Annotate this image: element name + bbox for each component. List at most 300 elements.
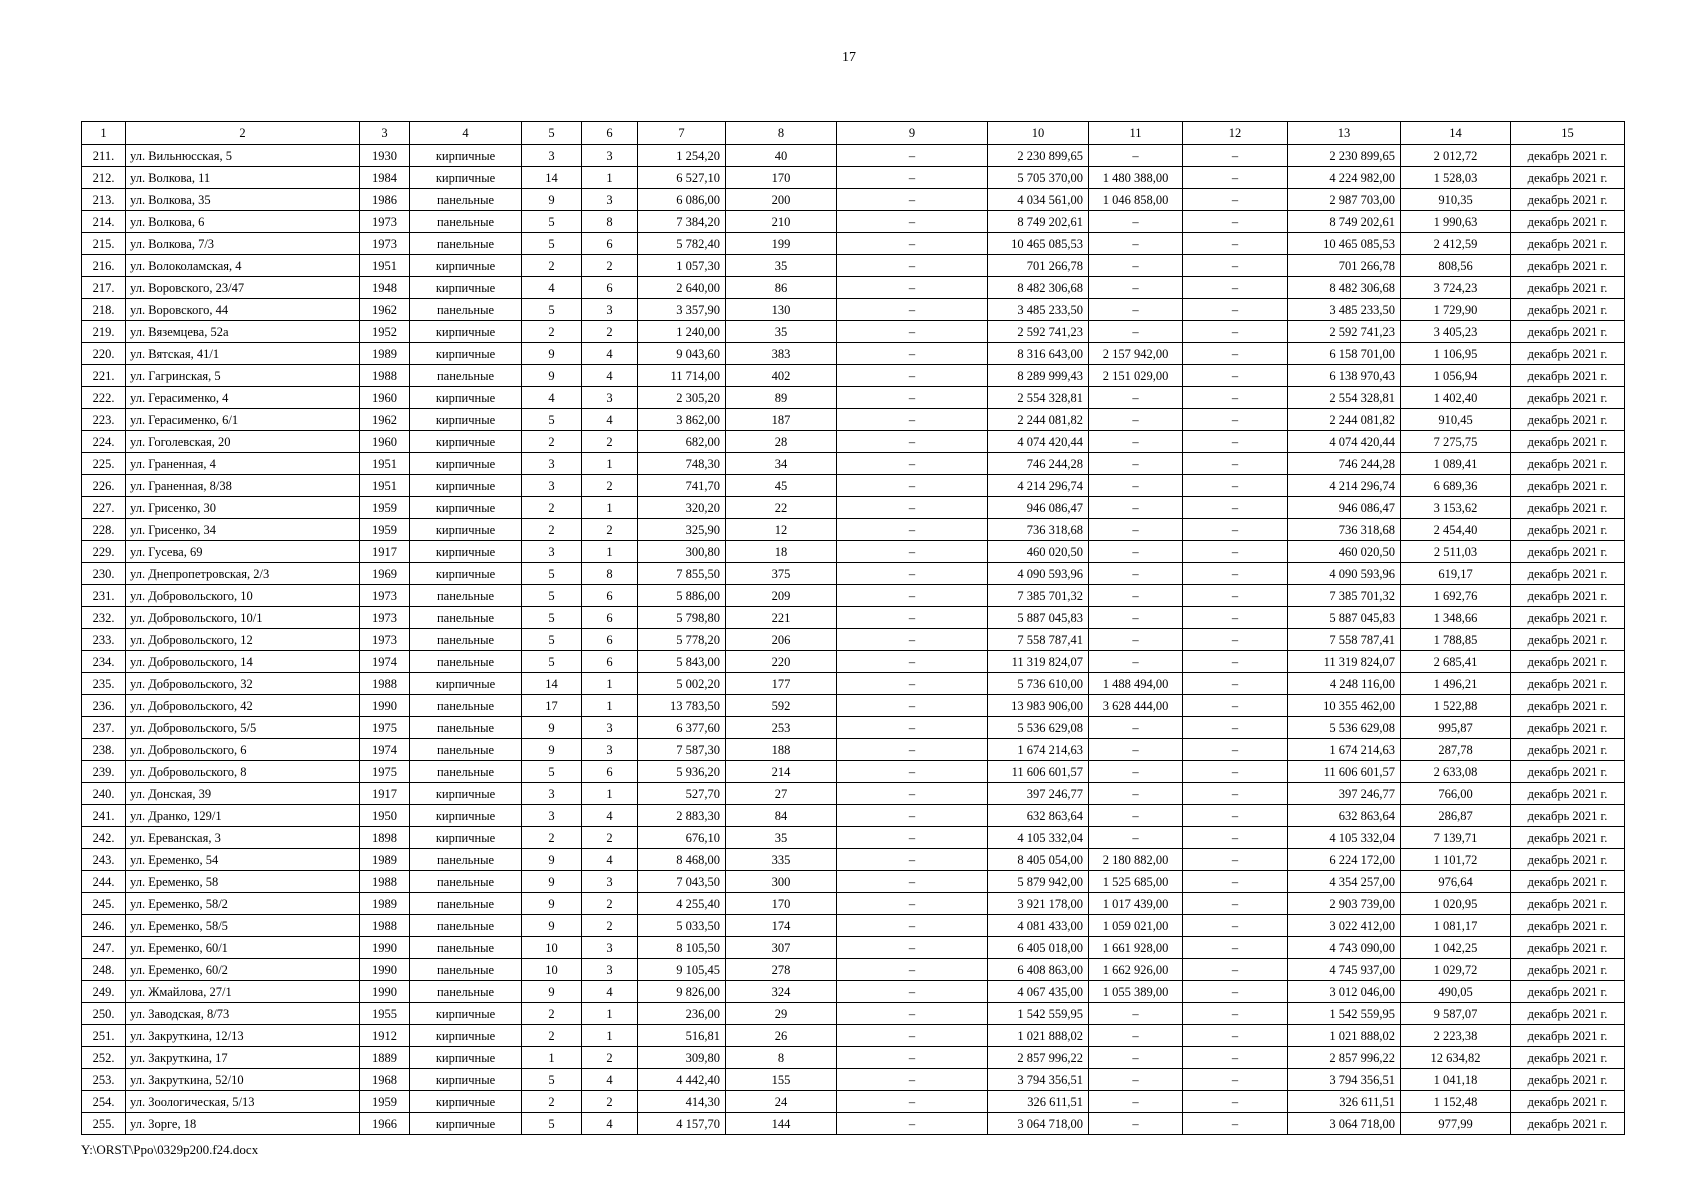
table-cell: 320,20	[638, 497, 726, 519]
table-cell: 1 017 439,00	[1089, 893, 1183, 915]
table-cell: ул. Дранко, 129/1	[126, 805, 360, 827]
table-cell: 325,90	[638, 519, 726, 541]
table-cell: 1969	[360, 563, 410, 585]
table-cell: –	[1183, 321, 1288, 343]
table-cell: декабрь 2021 г.	[1511, 607, 1625, 629]
table-cell: 5	[522, 1113, 582, 1135]
table-cell: декабрь 2021 г.	[1511, 849, 1625, 871]
table-cell: 177	[726, 673, 837, 695]
table-cell: 2	[582, 475, 638, 497]
table-row	[82, 981, 1625, 1003]
table-cell: 1984	[360, 167, 410, 189]
table-cell: 10 465 085,53	[1288, 233, 1401, 255]
table-cell: ул. Вильнюсская, 5	[126, 145, 360, 167]
table-cell: 221	[726, 607, 837, 629]
table-cell: декабрь 2021 г.	[1511, 1113, 1625, 1135]
table-cell: 18	[726, 541, 837, 563]
table-cell: –	[1183, 893, 1288, 915]
table-cell: 1959	[360, 497, 410, 519]
table-cell: 1 021 888,02	[1288, 1025, 1401, 1047]
table-cell: 1 254,20	[638, 145, 726, 167]
table-cell: ул. Воровского, 23/47	[126, 277, 360, 299]
table-cell: –	[1089, 321, 1183, 343]
table-cell: 2 883,30	[638, 805, 726, 827]
table-cell: 9 587,07	[1401, 1003, 1511, 1025]
table-cell: 2 244 081,82	[1288, 409, 1401, 431]
table-cell: ул. Еременко, 58/5	[126, 915, 360, 937]
table-cell: –	[1089, 607, 1183, 629]
table-cell: –	[1183, 145, 1288, 167]
table-cell: 746 244,28	[988, 453, 1089, 475]
table-cell: –	[1089, 585, 1183, 607]
table-cell: 6	[582, 585, 638, 607]
table-cell: 245.	[82, 893, 126, 915]
table-row	[82, 1025, 1625, 1047]
table-cell: –	[1183, 387, 1288, 409]
table-cell: 35	[726, 255, 837, 277]
table-cell: 1 106,95	[1401, 343, 1511, 365]
table-cell: 253	[726, 717, 837, 739]
table-row	[82, 211, 1625, 233]
table-cell: 2 230 899,65	[1288, 145, 1401, 167]
table-cell: –	[837, 739, 988, 761]
table-cell: 24	[726, 1091, 837, 1113]
table-cell: 1 046 858,00	[1089, 189, 1183, 211]
table-cell: декабрь 2021 г.	[1511, 585, 1625, 607]
table-cell: 234.	[82, 651, 126, 673]
table-cell: 9	[522, 717, 582, 739]
table-cell: кирпичные	[410, 255, 522, 277]
table-cell: 2 454,40	[1401, 519, 1511, 541]
table-cell: 335	[726, 849, 837, 871]
table-cell: 2 554 328,81	[988, 387, 1089, 409]
table-cell: 1990	[360, 695, 410, 717]
table-cell: –	[1183, 673, 1288, 695]
table-cell: 976,64	[1401, 871, 1511, 893]
table-cell: 211.	[82, 145, 126, 167]
table-cell: 7 855,50	[638, 563, 726, 585]
table-cell: 5 705 370,00	[988, 167, 1089, 189]
table-cell: 9 826,00	[638, 981, 726, 1003]
table-cell: 1 056,94	[1401, 365, 1511, 387]
table-cell: 632 863,64	[1288, 805, 1401, 827]
table-cell: 11 606 601,57	[988, 761, 1089, 783]
table-cell: 9	[522, 343, 582, 365]
table-cell: 8	[582, 211, 638, 233]
table-cell: 3 485 233,50	[1288, 299, 1401, 321]
table-cell: 223.	[82, 409, 126, 431]
table-row	[82, 233, 1625, 255]
table-cell: 254.	[82, 1091, 126, 1113]
table-cell: –	[837, 651, 988, 673]
table-cell: 26	[726, 1025, 837, 1047]
table-cell: 6 224 172,00	[1288, 849, 1401, 871]
table-cell: 5	[522, 629, 582, 651]
table-cell: 5 782,40	[638, 233, 726, 255]
table-cell: 5	[522, 1069, 582, 1091]
table-cell: 4	[582, 1069, 638, 1091]
table-cell: ул. Гагринская, 5	[126, 365, 360, 387]
table-cell: –	[837, 805, 988, 827]
table-cell: 1	[582, 783, 638, 805]
table-cell: –	[1183, 805, 1288, 827]
table-row	[82, 761, 1625, 783]
table-cell: 86	[726, 277, 837, 299]
table-cell: 1990	[360, 981, 410, 1003]
table-cell: 1912	[360, 1025, 410, 1047]
table-cell: 170	[726, 167, 837, 189]
table-cell: –	[1089, 651, 1183, 673]
table-cell: 307	[726, 937, 837, 959]
table-cell: 220	[726, 651, 837, 673]
table-cell: 309,80	[638, 1047, 726, 1069]
table-cell: 2	[582, 915, 638, 937]
table-cell: 1	[582, 673, 638, 695]
table-cell: 3	[522, 145, 582, 167]
table-cell: 9	[522, 739, 582, 761]
table-cell: 8	[726, 1047, 837, 1069]
table-cell: –	[1183, 651, 1288, 673]
table-cell: 17	[522, 695, 582, 717]
table-cell: ул. Еременко, 60/1	[126, 937, 360, 959]
table-cell: 5	[522, 607, 582, 629]
table-cell: –	[837, 475, 988, 497]
table-cell: –	[1089, 519, 1183, 541]
table-cell: кирпичные	[410, 563, 522, 585]
table-cell: декабрь 2021 г.	[1511, 189, 1625, 211]
table-cell: 1986	[360, 189, 410, 211]
table-cell: 2 857 996,22	[1288, 1047, 1401, 1069]
table-cell: 5	[522, 563, 582, 585]
table-cell: декабрь 2021 г.	[1511, 167, 1625, 189]
table-row	[82, 541, 1625, 563]
table-cell: –	[1183, 409, 1288, 431]
table-cell: декабрь 2021 г.	[1511, 783, 1625, 805]
table-cell: 228.	[82, 519, 126, 541]
table-cell: кирпичные	[410, 805, 522, 827]
table-cell: 1 055 389,00	[1089, 981, 1183, 1003]
table-cell: декабрь 2021 г.	[1511, 409, 1625, 431]
table-cell: 3 064 718,00	[988, 1113, 1089, 1135]
table-cell: 10 355 462,00	[1288, 695, 1401, 717]
table-cell: 8 749 202,61	[988, 211, 1089, 233]
table-cell: –	[1183, 585, 1288, 607]
table-cell: 9	[522, 365, 582, 387]
table-cell: панельные	[410, 981, 522, 1003]
table-row	[82, 255, 1625, 277]
table-cell: 460 020,50	[988, 541, 1089, 563]
table-cell: 1 402,40	[1401, 387, 1511, 409]
table-cell: 6	[582, 277, 638, 299]
column-header: 7	[638, 122, 726, 145]
table-row	[82, 475, 1625, 497]
table-cell: 746 244,28	[1288, 453, 1401, 475]
table-cell: –	[837, 277, 988, 299]
table-cell: 5 879 942,00	[988, 871, 1089, 893]
table-cell: 2	[582, 893, 638, 915]
table-cell: –	[1089, 145, 1183, 167]
table-cell: 3 794 356,51	[988, 1069, 1089, 1091]
table-cell: 7 385 701,32	[1288, 585, 1401, 607]
table-cell: 7 385 701,32	[988, 585, 1089, 607]
table-row	[82, 519, 1625, 541]
table-cell: декабрь 2021 г.	[1511, 739, 1625, 761]
table-cell: 236,00	[638, 1003, 726, 1025]
table-cell: 2	[522, 321, 582, 343]
table-cell: –	[837, 255, 988, 277]
table-row	[82, 1091, 1625, 1113]
table-row	[82, 387, 1625, 409]
table-cell: –	[1183, 761, 1288, 783]
table-cell: –	[837, 695, 988, 717]
table-cell: 1960	[360, 387, 410, 409]
table-cell: 6 138 970,43	[1288, 365, 1401, 387]
table-cell: 199	[726, 233, 837, 255]
table-cell: 2	[582, 1047, 638, 1069]
table-cell: –	[1089, 1025, 1183, 1047]
table-cell: 701 266,78	[988, 255, 1089, 277]
table-cell: 460 020,50	[1288, 541, 1401, 563]
table-cell: –	[837, 233, 988, 255]
table-cell: 383	[726, 343, 837, 365]
table-cell: 2 554 328,81	[1288, 387, 1401, 409]
table-cell: панельные	[410, 365, 522, 387]
table-cell: 4 743 090,00	[1288, 937, 1401, 959]
table-cell: 8 105,50	[638, 937, 726, 959]
table-cell: 1 101,72	[1401, 849, 1511, 871]
table-cell: 1988	[360, 673, 410, 695]
table-cell: 4 224 982,00	[1288, 167, 1401, 189]
column-header: 8	[726, 122, 837, 145]
column-header: 15	[1511, 122, 1625, 145]
table-cell: 3	[582, 959, 638, 981]
table-cell: 741,70	[638, 475, 726, 497]
table-cell: 13 983 906,00	[988, 695, 1089, 717]
table-cell: –	[1183, 365, 1288, 387]
table-cell: 736 318,68	[1288, 519, 1401, 541]
table-cell: кирпичные	[410, 475, 522, 497]
table-cell: 2 151 029,00	[1089, 365, 1183, 387]
table-cell: 1 240,00	[638, 321, 726, 343]
table-cell: ул. Волкова, 35	[126, 189, 360, 211]
table-cell: 84	[726, 805, 837, 827]
table-cell: –	[1089, 255, 1183, 277]
table-cell: 14	[522, 673, 582, 695]
table-row	[82, 739, 1625, 761]
table-cell: 8 482 306,68	[988, 277, 1089, 299]
table-cell: –	[837, 541, 988, 563]
table-cell: 7 384,20	[638, 211, 726, 233]
table-cell: –	[837, 849, 988, 871]
table-cell: –	[1089, 1003, 1183, 1025]
table-cell: 4 255,40	[638, 893, 726, 915]
table-cell: 10 465 085,53	[988, 233, 1089, 255]
table-cell: 619,17	[1401, 563, 1511, 585]
table-cell: 217.	[82, 277, 126, 299]
table-cell: 11 319 824,07	[988, 651, 1089, 673]
table-cell: панельные	[410, 629, 522, 651]
table-cell: 35	[726, 321, 837, 343]
table-cell: панельные	[410, 739, 522, 761]
table-cell: 1	[582, 541, 638, 563]
table-cell: ул. Добровольского, 14	[126, 651, 360, 673]
table-cell: 6	[582, 233, 638, 255]
table-cell: 8	[582, 563, 638, 585]
table-cell: 231.	[82, 585, 126, 607]
table-cell: 5 536 629,08	[1288, 717, 1401, 739]
table-cell: панельные	[410, 915, 522, 937]
table-cell: –	[837, 827, 988, 849]
table-cell: 4	[582, 409, 638, 431]
table-cell: 1 990,63	[1401, 211, 1511, 233]
table-cell: 5	[522, 299, 582, 321]
table-cell: –	[1183, 915, 1288, 937]
table-cell: 242.	[82, 827, 126, 849]
column-header: 2	[126, 122, 360, 145]
table-cell: 1989	[360, 849, 410, 871]
table-cell: 1973	[360, 585, 410, 607]
table-cell: 3 485 233,50	[988, 299, 1089, 321]
table-cell: ул. Жмайлова, 27/1	[126, 981, 360, 1003]
table-cell: ул. Добровольского, 12	[126, 629, 360, 651]
table-cell: 8 316 643,00	[988, 343, 1089, 365]
table-cell: кирпичные	[410, 321, 522, 343]
table-cell: ул. Добровольского, 42	[126, 695, 360, 717]
table-cell: 977,99	[1401, 1113, 1511, 1135]
table-row	[82, 827, 1625, 849]
table-cell: –	[1183, 695, 1288, 717]
table-cell: 1975	[360, 717, 410, 739]
table-cell: 5 887 045,83	[988, 607, 1089, 629]
table-cell: –	[837, 585, 988, 607]
table-cell: ул. Закруткина, 12/13	[126, 1025, 360, 1047]
table-cell: 2 012,72	[1401, 145, 1511, 167]
table-cell: 7 558 787,41	[988, 629, 1089, 651]
table-cell: 4 157,70	[638, 1113, 726, 1135]
table-cell: 4 248 116,00	[1288, 673, 1401, 695]
table-cell: 1955	[360, 1003, 410, 1025]
table-cell: ул. Гусева, 69	[126, 541, 360, 563]
table-cell: панельные	[410, 761, 522, 783]
table-cell: –	[837, 1003, 988, 1025]
table-cell: 1990	[360, 937, 410, 959]
table-row	[82, 277, 1625, 299]
table-cell: ул. Добровольского, 32	[126, 673, 360, 695]
table-cell: –	[1183, 563, 1288, 585]
table-cell: 4 074 420,44	[988, 431, 1089, 453]
table-cell: 1952	[360, 321, 410, 343]
table-cell: 8 405 054,00	[988, 849, 1089, 871]
table-cell: 2 511,03	[1401, 541, 1511, 563]
table-row	[82, 805, 1625, 827]
table-cell: 4	[582, 981, 638, 1003]
table-cell: панельные	[410, 959, 522, 981]
table-cell: 1 528,03	[1401, 167, 1511, 189]
table-cell: 251.	[82, 1025, 126, 1047]
table-cell: 5 936,20	[638, 761, 726, 783]
table-cell: ул. Еременко, 54	[126, 849, 360, 871]
table-cell: –	[1089, 805, 1183, 827]
table-cell: 9	[522, 893, 582, 915]
table-row	[82, 167, 1625, 189]
table-cell: 1975	[360, 761, 410, 783]
table-cell: 212.	[82, 167, 126, 189]
table-cell: 6 405 018,00	[988, 937, 1089, 959]
column-header: 11	[1089, 122, 1183, 145]
table-cell: 5	[522, 409, 582, 431]
table-cell: кирпичные	[410, 1069, 522, 1091]
table-cell: ул. Гоголевская, 20	[126, 431, 360, 453]
table-row	[82, 893, 1625, 915]
table-cell: 241.	[82, 805, 126, 827]
table-cell: 1 020,95	[1401, 893, 1511, 915]
table-cell: –	[1089, 717, 1183, 739]
table-cell: кирпичные	[410, 1091, 522, 1113]
table-cell: 1 488 494,00	[1089, 673, 1183, 695]
table-cell: 8 482 306,68	[1288, 277, 1401, 299]
table-cell: 13 783,50	[638, 695, 726, 717]
table-cell: –	[1183, 453, 1288, 475]
table-cell: –	[837, 321, 988, 343]
table-cell: ул. Закруткина, 17	[126, 1047, 360, 1069]
table-row	[82, 343, 1625, 365]
table-cell: 3 012 046,00	[1288, 981, 1401, 1003]
table-cell: 7 043,50	[638, 871, 726, 893]
table-cell: –	[1183, 189, 1288, 211]
table-cell: 1989	[360, 343, 410, 365]
table-cell: 1988	[360, 871, 410, 893]
table-cell: 1989	[360, 893, 410, 915]
table-cell: 7 587,30	[638, 739, 726, 761]
table-cell: 4	[582, 1113, 638, 1135]
table-cell: 4	[582, 849, 638, 871]
table-cell: –	[1183, 211, 1288, 233]
table-cell: 1973	[360, 607, 410, 629]
page-number: 17	[842, 50, 856, 65]
table-cell: 2	[522, 255, 582, 277]
table-cell: –	[1183, 629, 1288, 651]
table-cell: –	[1183, 1069, 1288, 1091]
table-cell: 490,05	[1401, 981, 1511, 1003]
table-cell: кирпичные	[410, 783, 522, 805]
table-cell: декабрь 2021 г.	[1511, 937, 1625, 959]
table-cell: 414,30	[638, 1091, 726, 1113]
table-row	[82, 299, 1625, 321]
table-cell: 1966	[360, 1113, 410, 1135]
table-cell: 4 034 561,00	[988, 189, 1089, 211]
table-cell: –	[1183, 981, 1288, 1003]
table-cell: 35	[726, 827, 837, 849]
table-cell: 2	[522, 497, 582, 519]
table-cell: 2 857 996,22	[988, 1047, 1089, 1069]
table-cell: 206	[726, 629, 837, 651]
table-cell: –	[1183, 1003, 1288, 1025]
table-cell: ул. Волкова, 6	[126, 211, 360, 233]
table-cell: декабрь 2021 г.	[1511, 805, 1625, 827]
table-cell: ул. Герасименко, 6/1	[126, 409, 360, 431]
table-cell: 5	[522, 233, 582, 255]
table-cell: 4 081 433,00	[988, 915, 1089, 937]
table-row	[82, 1003, 1625, 1025]
table-cell: 3 724,23	[1401, 277, 1511, 299]
table-cell: 946 086,47	[1288, 497, 1401, 519]
table-cell: панельные	[410, 893, 522, 915]
table-cell: панельные	[410, 695, 522, 717]
table-cell: 4	[522, 277, 582, 299]
table-cell: 1 692,76	[1401, 585, 1511, 607]
table-cell: 3	[582, 299, 638, 321]
table-cell: –	[1183, 871, 1288, 893]
